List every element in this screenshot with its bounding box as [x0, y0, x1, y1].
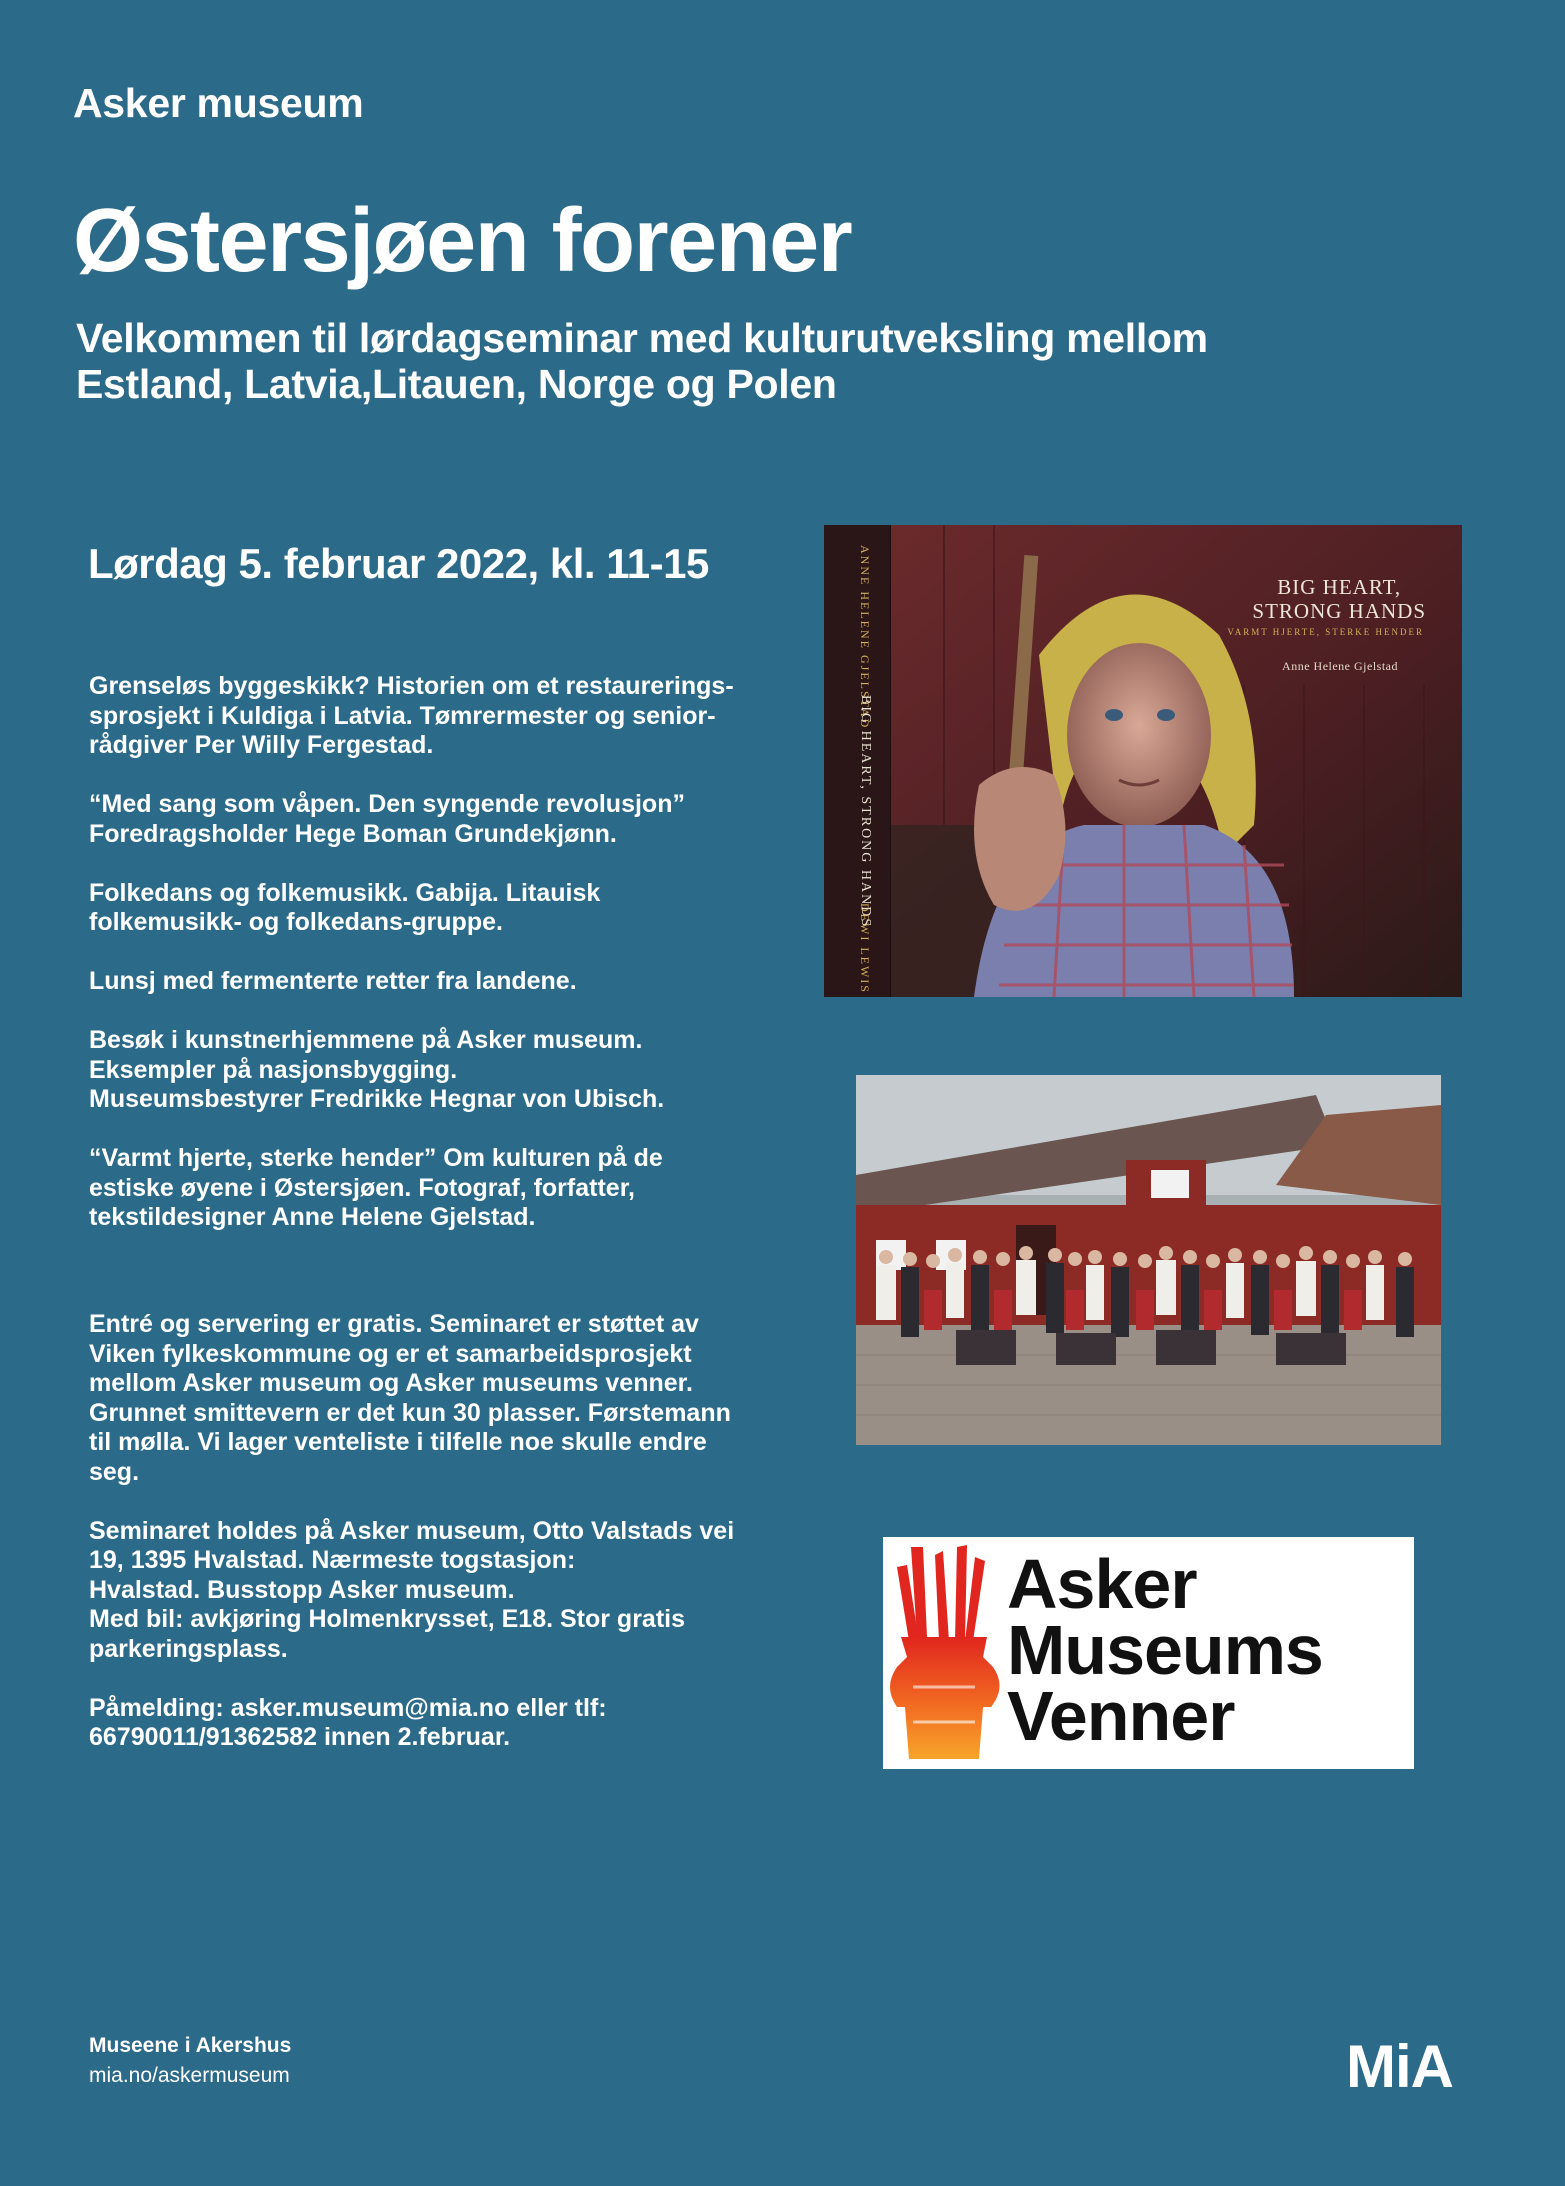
program-item: Grenseløs byggeskikk? Historien om et restaurerings- sprosjekt i Kuldiga i Latvia. Tømrermester og senior- rådgiver Per Willy Fergestad. [89, 672, 734, 759]
asker-museums-venner-logo [883, 1537, 1414, 1769]
logo-line-1: Asker [1007, 1545, 1197, 1623]
group-photo-image [856, 1075, 1441, 1445]
info-registration: Påmelding: asker.museum@mia.no eller tlf: 66790011/91362582 innen 2.februar. [89, 1693, 607, 1751]
book-spine-author: ANNE HELENE GJELSTAD [858, 545, 872, 730]
program-item: “Varmt hjerte, sterke hender” Om kulturen på de estiske øyene i Østersjøen. Fotograf, forfatter, tekstildesigner Anne Helene Gjelstad. [89, 1144, 663, 1231]
book-cover-image [824, 525, 1462, 997]
program-item: Lunsj med fermenterte retter fra landene. [89, 967, 577, 995]
program-item: Besøk i kunstnerhjemmene på Asker museum. Eksempler på nasjonsbygging. Museumsbestyrer Fredrikke Hegnar von Ubisch. [89, 1026, 665, 1113]
footer-org-name: Museene i Akershus [89, 2034, 292, 2057]
mia-logo: MiA [1346, 2033, 1453, 2100]
program-item: “Med sang som våpen. Den syngende revolusjon” Foredragsholder Hege Boman Grundekjønn. [89, 790, 685, 848]
book-author: Anne Helene Gjelstad [1282, 659, 1398, 673]
subtitle [76, 315, 1356, 407]
logo-line-2: Museums [1007, 1611, 1323, 1689]
program-item: Folkedans og folkemusikk. Gabija. Litauisk folkemusikk- og folkedans-gruppe. [89, 878, 601, 936]
logo-line-3: Venner [1007, 1677, 1235, 1755]
book-spine-publisher: DEWI LEWIS [858, 903, 872, 994]
footer-url[interactable]: mia.no/askermuseum [89, 2064, 290, 2087]
museum-name: Asker museum [73, 80, 364, 126]
subtitle-line-2: Estland, Latvia,Litauen, Norge og Polen [76, 361, 837, 407]
info-section [89, 1310, 739, 1782]
book-subtitle: VARMT HJERTE, STERKE HENDER [1227, 627, 1424, 637]
info-location: Seminaret holdes på Asker museum, Otto Valstads vei 19, 1395 Hvalstad. Nærmeste togstasjon: Hvalstad. Busstopp Asker museum. Med bil: avkjøring Holmenkrysset, E18. Stor gratis parkeringsplass. [89, 1516, 735, 1663]
book-title-line-2: STRONG HANDS [1252, 599, 1426, 623]
jug-brushes-icon [883, 1537, 1007, 1769]
book-spine-title: BIG HEART, STRONG HANDS [858, 695, 873, 929]
page-title: Østersjøen forener [73, 191, 852, 291]
book-title-line-1: BIG HEART, [1277, 575, 1402, 599]
logo-text [1007, 1545, 1323, 1755]
program-list [89, 672, 739, 1262]
info-admission: Entré og servering er gratis. Seminaret er støttet av Viken fylkeskommune og er et samarbeidsprosjekt mellom Asker museum og Asker museums venner. Grunnet smittevern er det kun 30 plasser. Førstemann til mølla. Vi lager venteliste i tilfelle noe skulle endre seg. [89, 1310, 731, 1486]
event-date: Lørdag 5. februar 2022, kl. 11-15 [88, 540, 709, 587]
book-title [1252, 575, 1426, 623]
subtitle-line-1: Velkommen til lørdagseminar med kulturutveksling mellom [76, 315, 1208, 361]
